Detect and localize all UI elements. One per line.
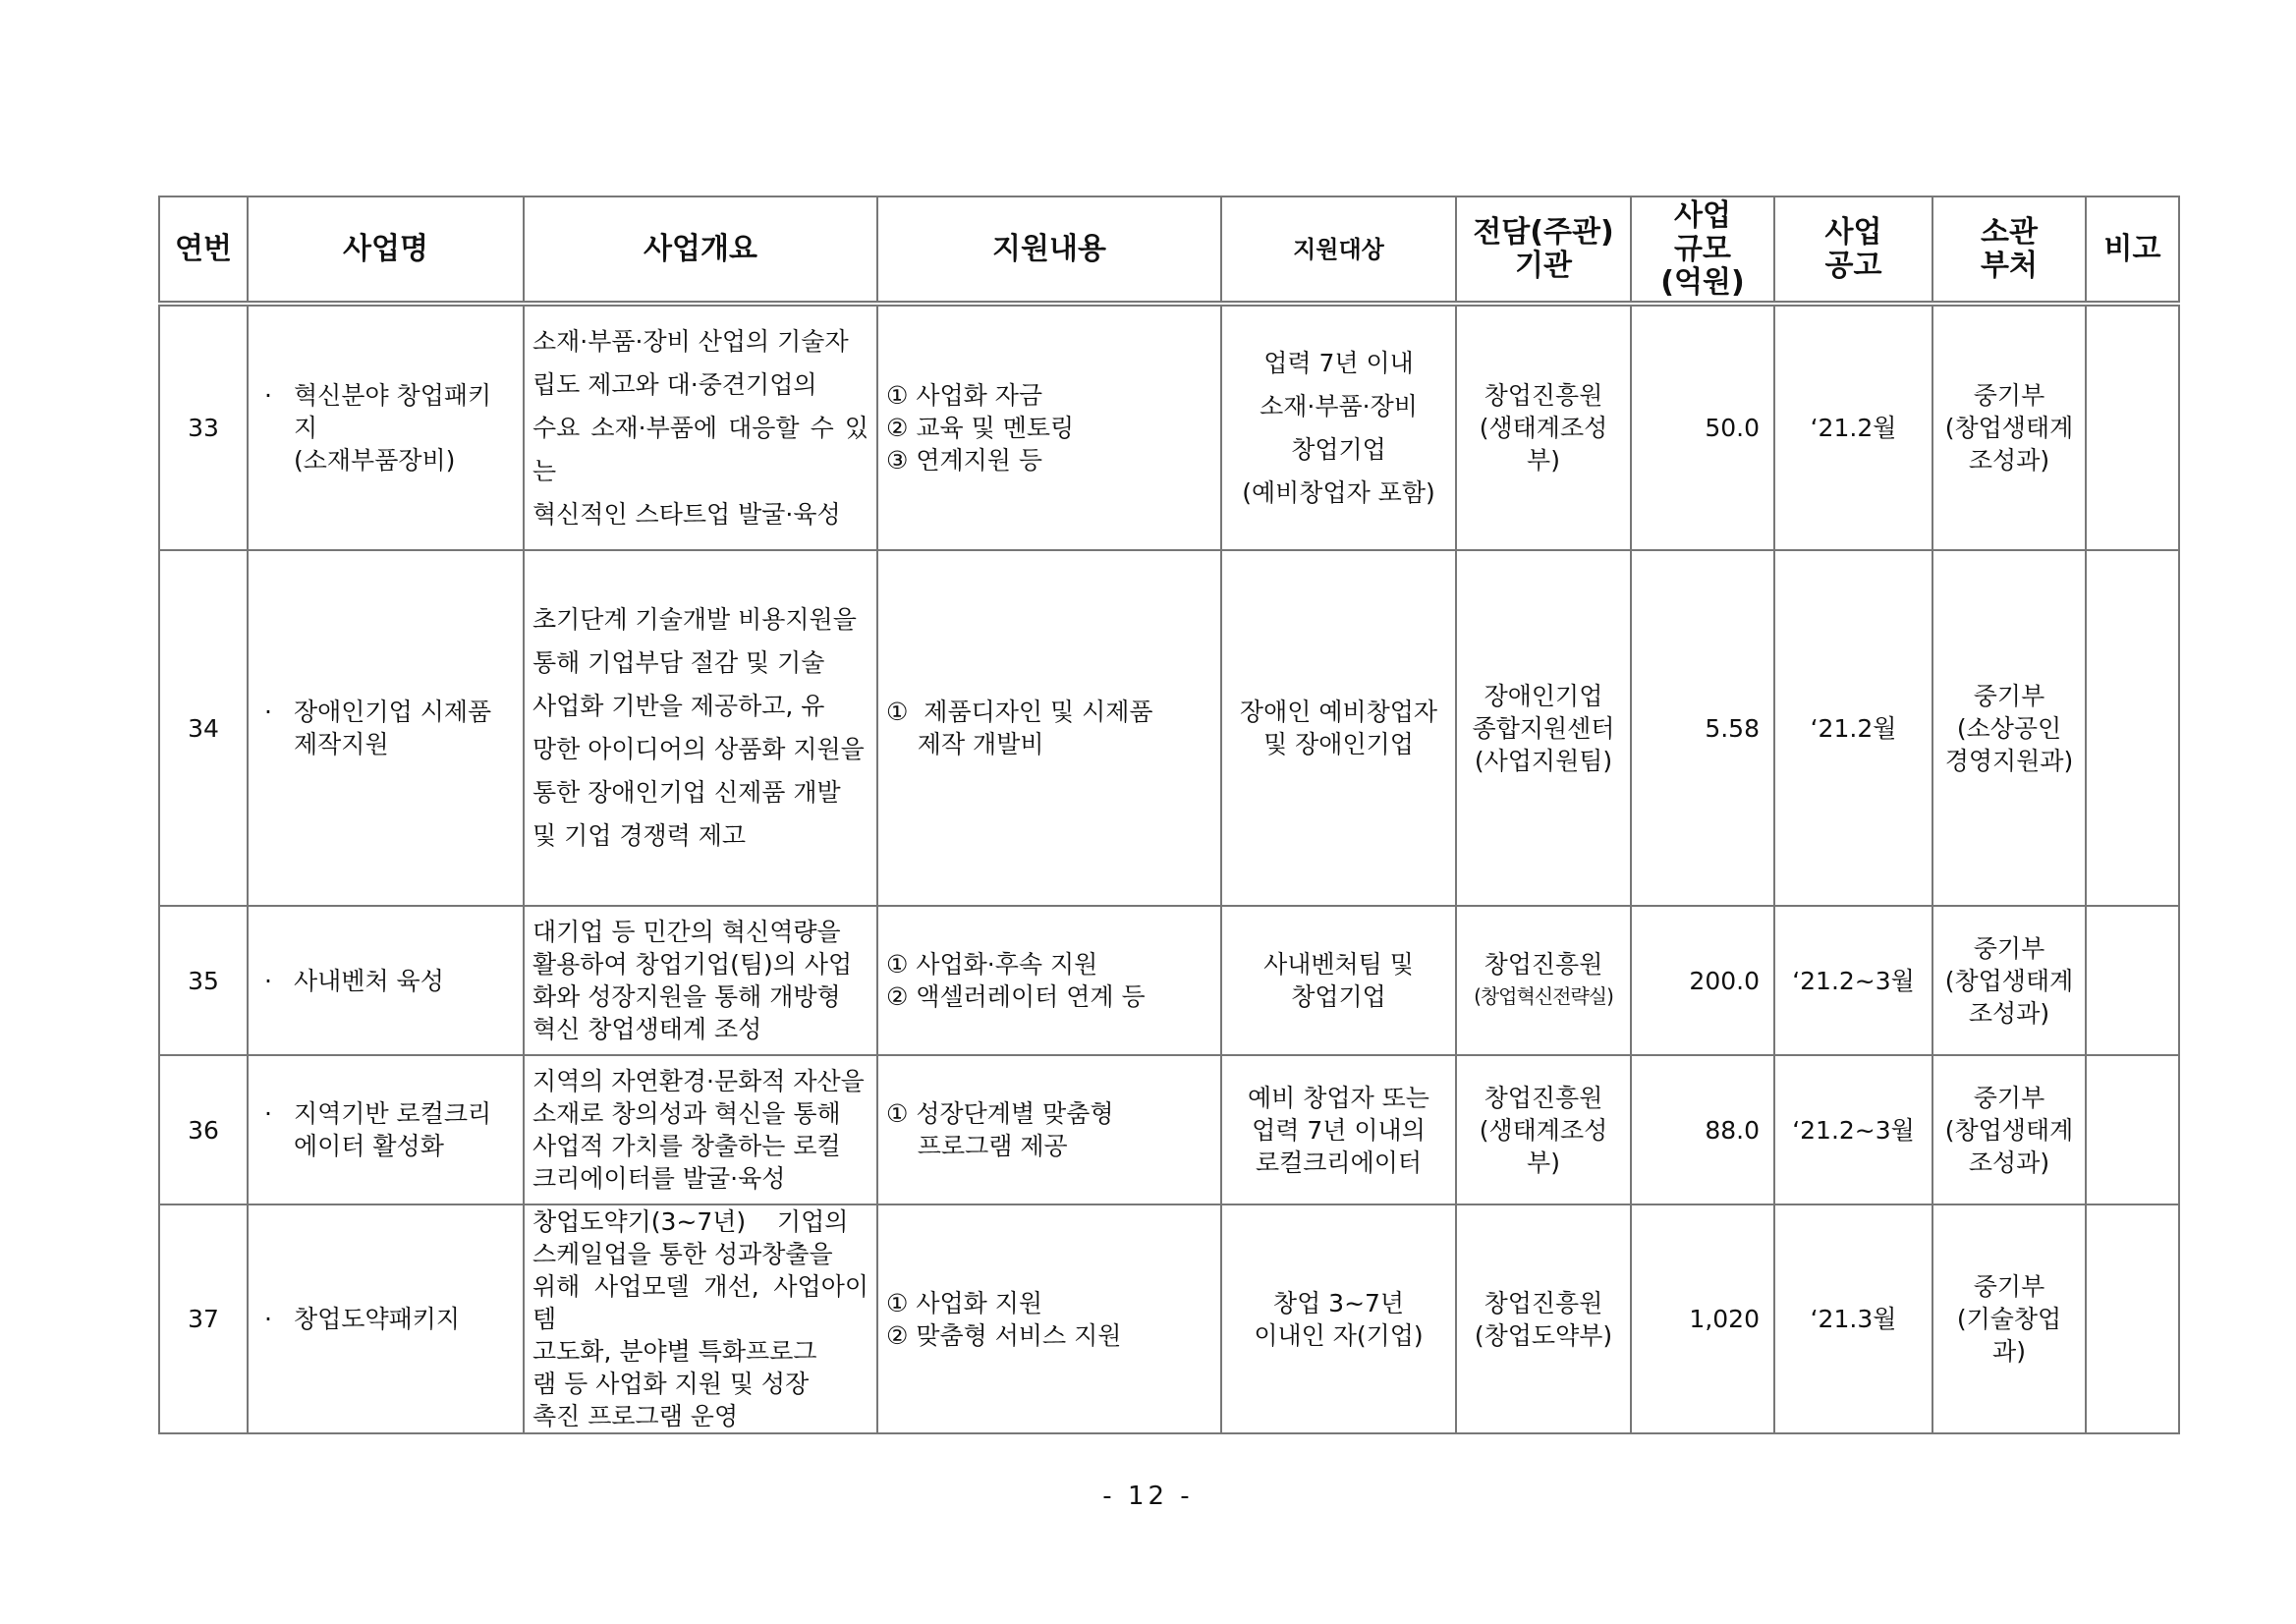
overview-line: 망한 아이디어의 상품화 지원을 [532, 735, 865, 763]
support-line: ① 사업화 자금 [886, 381, 1043, 410]
header-agency-line: 전담(주관) [1473, 214, 1614, 250]
cell-agency [1456, 550, 1631, 906]
ministry-line: 중기부 [1973, 381, 2045, 410]
agency-line: 종합지원센터 [1472, 713, 1615, 743]
cell-agency [1456, 906, 1631, 1055]
ministry-line: 중기부 [1973, 933, 2045, 963]
agency-line: (창업혁신전략실) [1474, 984, 1613, 1008]
table-row [159, 550, 2179, 906]
cell-name [248, 550, 524, 906]
overview-line: 활용하여 창업기업(팀)의 사업 [532, 950, 853, 979]
table-row [159, 304, 2179, 550]
ministry-line: (창업생태계 [1944, 966, 2074, 995]
cell-remark [2086, 1055, 2179, 1204]
agency-line: 창업진흥원 [1484, 950, 1603, 979]
name-line: 에이터 활성화 [294, 1132, 444, 1160]
header-scale-line: 규모 [1674, 231, 1731, 266]
overview-line: 사업화 기반을 제공하고, 유 [532, 692, 825, 720]
cell-support [877, 550, 1221, 906]
header-remark: 비고 [2086, 196, 2179, 304]
target-line: 및 장애인기업 [1263, 730, 1414, 758]
cell-overview [524, 550, 877, 906]
cell-name [248, 906, 524, 1055]
cell-support [877, 1204, 1221, 1433]
cell-overview [524, 304, 877, 550]
cell-target [1221, 1055, 1456, 1204]
name-line: 지역기반 로컬크리 [294, 1099, 492, 1128]
overview-line: 및 기업 경쟁력 제고 [532, 821, 747, 850]
header-notice-line: 사업 [1824, 214, 1882, 250]
cell-name [248, 1204, 524, 1433]
target-line: 창업기업 [1291, 982, 1386, 1011]
target-line: 창업 3~7년 [1272, 1288, 1405, 1317]
agency-line: (사업지원팀) [1474, 746, 1613, 775]
overview-line: 수요 소재·부품에 대응할 수 있는 [532, 413, 868, 485]
target-line: 업력 7년 이내 [1263, 348, 1414, 377]
cell-no: 34 [159, 550, 248, 906]
cell-ministry [1932, 1204, 2086, 1433]
cell-agency [1456, 304, 1631, 550]
bullet-icon: · [264, 698, 272, 726]
name-line: 장애인기업 시제품 [294, 698, 492, 726]
target-line: 예비 창업자 또는 [1248, 1083, 1429, 1112]
table-header-row [159, 196, 2179, 304]
header-scale [1631, 196, 1774, 304]
overview-line: 초기단계 기술개발 비용지원을 [532, 605, 857, 634]
header-support: 지원내용 [877, 196, 1221, 304]
business-table-container [158, 196, 2180, 1434]
header-name: 사업명 [248, 196, 524, 304]
cell-support [877, 1055, 1221, 1204]
agency-line: 창업진흥원 [1484, 1083, 1603, 1112]
cell-scale: 200.0 [1631, 906, 1774, 1055]
overview-line: 통해 기업부담 절감 및 기술 [532, 648, 825, 677]
name-line: 혁신분야 창업패키지 [294, 381, 492, 442]
support-line: ① 사업화 지원 [886, 1288, 1043, 1317]
cell-overview [524, 906, 877, 1055]
cell-notice: ‘21.2월 [1774, 550, 1932, 906]
ministry-line: (기술창업과) [1956, 1305, 2062, 1366]
overview-line: 위해 사업모델 개선, 사업아이템 [532, 1272, 868, 1333]
support-line: ① 사업화·후속 지원 [886, 950, 1098, 979]
cell-notice: ‘21.3월 [1774, 1204, 1932, 1433]
cell-target [1221, 1204, 1456, 1433]
cell-target [1221, 906, 1456, 1055]
ministry-line: 중기부 [1973, 1272, 2045, 1301]
cell-notice: ‘21.2월 [1774, 304, 1932, 550]
header-ministry-line: 부처 [1981, 248, 2038, 283]
table-row [159, 906, 2179, 1055]
bullet-icon: · [264, 1305, 272, 1333]
overview-line: 고도화, 분야별 특화프로그 [532, 1337, 817, 1366]
cell-scale: 1,020 [1631, 1204, 1774, 1433]
target-line: 이내인 자(기업) [1254, 1320, 1424, 1350]
agency-line: 창업진흥원 [1484, 381, 1603, 410]
header-agency [1456, 196, 1631, 304]
cell-remark [2086, 906, 2179, 1055]
agency-line: (생태계조성부) [1479, 1115, 1608, 1177]
cell-remark [2086, 550, 2179, 906]
overview-line: 혁신적인 스타트업 발굴·육성 [532, 499, 841, 529]
cell-support [877, 906, 1221, 1055]
header-agency-line: 기관 [1515, 248, 1572, 283]
cell-name [248, 1055, 524, 1204]
cell-no: 35 [159, 906, 248, 1055]
cell-no: 37 [159, 1204, 248, 1433]
agency-line: 장애인기업 [1484, 681, 1603, 710]
header-ministry-line: 소관 [1981, 214, 2038, 250]
cell-ministry [1932, 906, 2086, 1055]
bullet-icon: · [264, 1099, 272, 1128]
ministry-line: 조성과) [1968, 446, 2050, 475]
target-line: 창업기업 [1291, 434, 1386, 464]
overview-line: 립도 제고와 대·중견기업의 [532, 369, 817, 399]
cell-remark [2086, 304, 2179, 550]
ministry-line: 조성과) [1968, 1148, 2050, 1177]
header-notice-line: 공고 [1824, 248, 1882, 283]
support-line: ② 액셀러레이터 연계 등 [886, 982, 1146, 1011]
ministry-line: 중기부 [1973, 681, 2045, 710]
overview-line: 혁신 창업생태계 조성 [532, 1015, 762, 1043]
overview-line: 램 등 사업화 지원 및 성장 [532, 1370, 810, 1398]
target-line: 로컬크리에이터 [1255, 1148, 1423, 1177]
support-line: ① 성장단계별 맞춤형 [886, 1099, 1114, 1128]
overview-line: 사업적 가치를 창출하는 로컬 [532, 1132, 841, 1160]
target-line: 업력 7년 이내의 [1252, 1115, 1426, 1145]
cell-scale: 5.58 [1631, 550, 1774, 906]
agency-line: (생태계조성부) [1479, 414, 1608, 475]
ministry-line: 중기부 [1973, 1083, 2045, 1112]
header-overview: 사업개요 [524, 196, 877, 304]
header-notice [1774, 196, 1932, 304]
name-line: 제작지원 [294, 730, 389, 758]
cell-scale: 88.0 [1631, 1055, 1774, 1204]
overview-line: 대기업 등 민간의 혁신역량을 [532, 918, 841, 946]
cell-notice: ‘21.2~3월 [1774, 1055, 1932, 1204]
overview-line: 소재로 창의성과 혁신을 통해 [532, 1099, 841, 1128]
cell-target [1221, 550, 1456, 906]
ministry-line: (소상공인 [1956, 713, 2062, 743]
cell-no: 33 [159, 304, 248, 550]
agency-line: 창업진흥원 [1484, 1288, 1603, 1317]
ministry-line: (창업생태계 [1944, 414, 2074, 442]
table-row [159, 1204, 2179, 1433]
header-scale-line: 사업 [1674, 197, 1731, 233]
cell-scale: 50.0 [1631, 304, 1774, 550]
cell-agency [1456, 1055, 1631, 1204]
name-line: 사내벤처 육성 [294, 966, 444, 995]
target-line: 장애인 예비창업자 [1239, 698, 1438, 726]
header-ministry [1932, 196, 2086, 304]
header-scale-line: (억원) [1660, 264, 1745, 300]
ministry-line: 경영지원과) [1944, 746, 2074, 775]
support-line: ② 맞춤형 서비스 지원 [886, 1320, 1122, 1350]
cell-support [877, 304, 1221, 550]
business-table [158, 196, 2180, 1434]
ministry-line: 조성과) [1968, 998, 2050, 1028]
support-line: ③ 연계지원 등 [886, 446, 1043, 475]
target-line: 사내벤처팀 및 [1263, 950, 1414, 979]
cell-name [248, 304, 524, 550]
overview-line: 촉진 프로그램 운영 [532, 1402, 739, 1430]
support-line: 제작 개발비 [886, 730, 1044, 758]
support-line: ① 제품디자인 및 시제품 [886, 698, 1153, 726]
cell-no: 36 [159, 1055, 248, 1204]
cell-overview [524, 1204, 877, 1433]
cell-remark [2086, 1204, 2179, 1433]
overview-line: 창업도약기(3~7년) 기업의 [532, 1207, 849, 1236]
header-target: 지원대상 [1221, 196, 1456, 304]
overview-line: 화와 성장지원을 통해 개방형 [532, 982, 841, 1011]
bullet-icon: · [264, 381, 272, 410]
overview-line: 통한 장애인기업 신제품 개발 [532, 778, 841, 807]
overview-line: 지역의 자연환경·문화적 자산을 [532, 1067, 865, 1095]
ministry-line: (창업생태계 [1944, 1115, 2074, 1145]
page-number: - 12 - [1102, 1482, 1194, 1511]
cell-notice: ‘21.2~3월 [1774, 906, 1932, 1055]
table-row [159, 1055, 2179, 1204]
support-line: ② 교육 및 멘토링 [886, 414, 1075, 442]
target-line: (예비창업자 포함) [1242, 477, 1435, 507]
cell-agency [1456, 1204, 1631, 1433]
cell-ministry [1932, 1055, 2086, 1204]
overview-line: 소재·부품·장비 산업의 기술자 [532, 326, 849, 356]
cell-ministry [1932, 304, 2086, 550]
cell-overview [524, 1055, 877, 1204]
target-line: 소재·부품·장비 [1260, 391, 1418, 420]
header-no: 연번 [159, 196, 248, 304]
cell-ministry [1932, 550, 2086, 906]
name-line: (소재부품장비) [294, 446, 456, 475]
name-line: 창업도약패키지 [294, 1305, 461, 1333]
cell-target [1221, 304, 1456, 550]
support-line: 프로그램 제공 [886, 1132, 1068, 1160]
overview-line: 스케일업을 통한 성과창출을 [532, 1240, 833, 1268]
bullet-icon: · [264, 966, 272, 995]
overview-line: 크리에이터를 발굴·육성 [532, 1164, 786, 1193]
agency-line: (창업도약부) [1474, 1320, 1613, 1350]
